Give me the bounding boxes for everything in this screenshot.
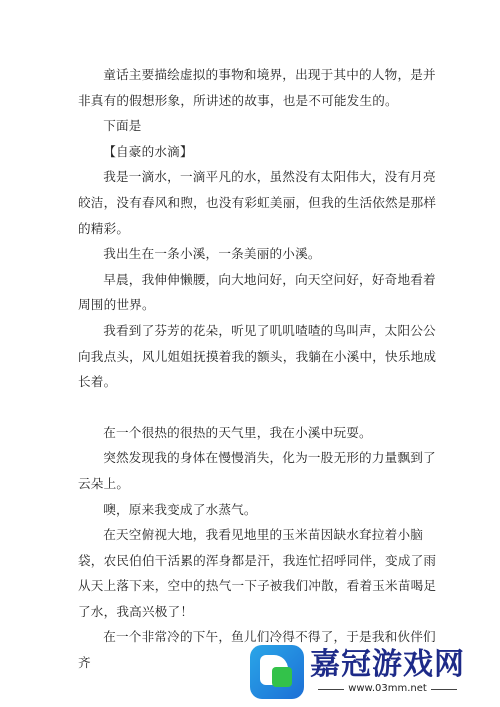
- watermark-title: 嘉冠游戏网: [310, 647, 465, 682]
- paragraph: 早晨，我伸伸懒腰，向大地问好，向天空问好，好奇地看着周围的世界。: [78, 271, 436, 313]
- watermark-url-row: [314, 682, 461, 696]
- site-logo-icon: [250, 645, 304, 699]
- paragraph: 我出生在一条小溪，一条美丽的小溪。: [103, 246, 321, 262]
- watermark-url: www.03mm.net: [348, 683, 427, 694]
- paragraph: 我看到了芬芳的花朵，听见了叽叽喳喳的鸟叫声，太阳公公向我点头，风儿姐姐抚摸着我的额头，我躺在小溪中，快乐地成长着。: [78, 322, 437, 390]
- watermark-brand: [310, 648, 465, 696]
- paragraph: 突然发现我的身体在慢慢消失，化为一股无形的力量飘到了云朵上。: [78, 450, 436, 491]
- divider-right: [431, 689, 457, 690]
- paragraph: 童话主要描绘虚拟的事物和境界，出现于其中的人物，是并非真有的假想形象，所讲述的故事，也是不可能发生的。: [78, 67, 436, 108]
- section-title: 【自豪的水滴】: [103, 143, 193, 159]
- paragraph: 在天空俯视大地，我看见地里的玉米苗因缺水耷拉着小脑袋，农民伯伯干活累的浑身都是汗，我连忙招呼同伴，变成了雨从天上落下来，空中的热气一下子被我们冲散，看着玉米苗喝足了水，我高兴极了！: [78, 527, 437, 619]
- site-watermark: [250, 644, 494, 700]
- paragraph: 我是一滴水，一滴平凡的水，虽然没有太阳伟大，没有月亮皎洁，没有春风和煦，也没有彩虹美丽，但我的生活依然是那样的精彩。: [78, 169, 437, 236]
- paragraph: 在一个非常冷的下午，鱼儿们冷得不得了，于是我和伙伴们齐: [78, 629, 436, 671]
- paragraph: 在一个很热的很热的天气里，我在小溪中玩耍。: [103, 424, 372, 440]
- paragraph: 噢，原来我变成了水蒸气。: [103, 501, 257, 517]
- paragraph: 下面是: [103, 118, 142, 134]
- article-body: [78, 62, 438, 676]
- divider-left: [318, 689, 344, 690]
